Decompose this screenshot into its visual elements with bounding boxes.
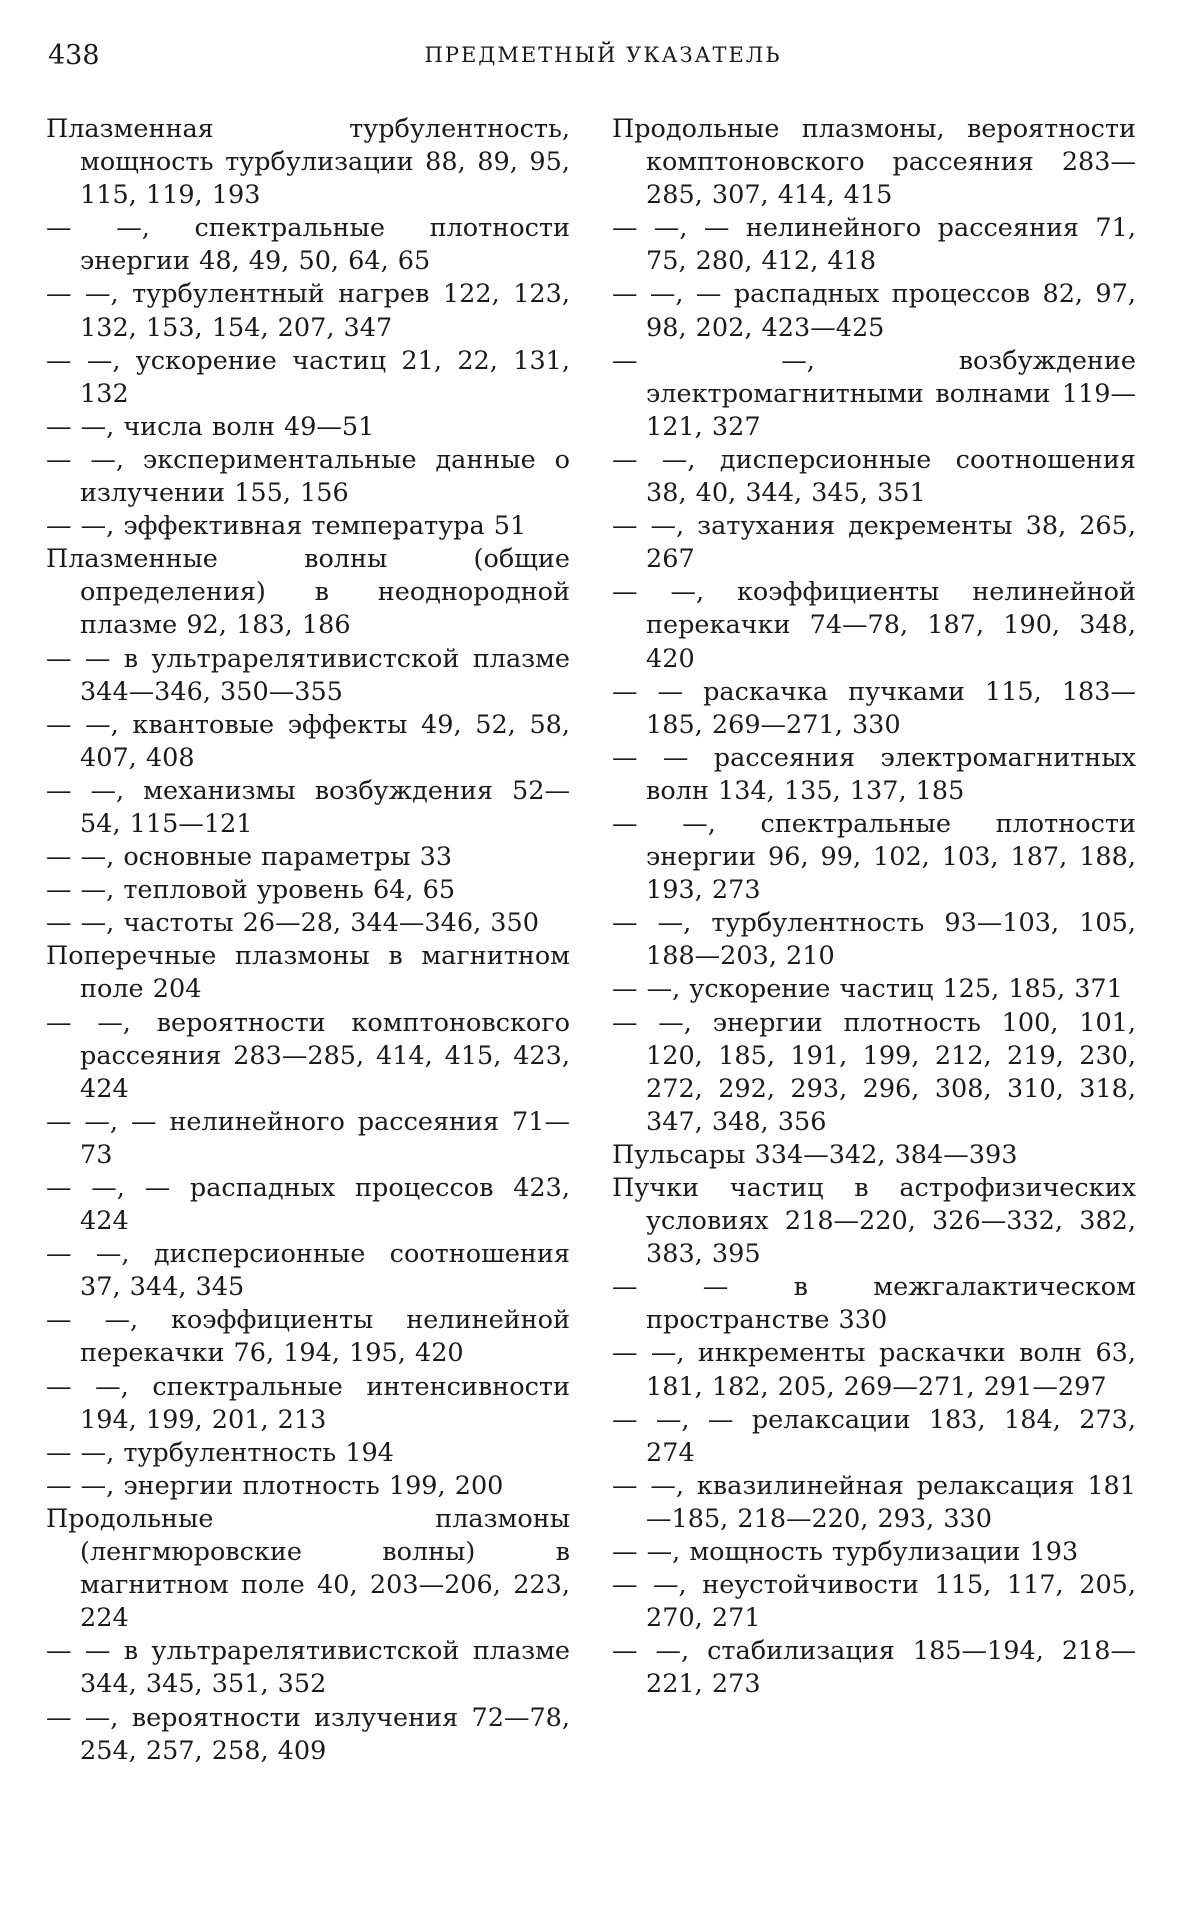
index-entry: — —, ускорение частиц 125, 185, 371 (612, 974, 1123, 1005)
index-entry: — — в ультрарелятивистской плазме 344, 345, 351, 352 (46, 1636, 570, 1700)
index-entry: — —, основные параметры 33 (46, 842, 453, 873)
index-entry: — —, коэффициенты нелинейной перекачки 74—78, 187, 190, 348, 420 (612, 577, 1136, 674)
index-entry: — —, возбуждение электромагнитными волнами 119—121, 327 (612, 345, 1136, 442)
index-entry: — — раскачка пучками 115, 183—185, 269—271, 330 (612, 676, 1136, 740)
index-entry: — —, квазилинейная релаксация 181—185, 218—220, 293, 330 (612, 1470, 1136, 1534)
page-number: 438 (48, 40, 100, 71)
index-entry: — —, — распадных процессов 82, 97, 98, 202, 423—425 (612, 279, 1136, 343)
index-entry: — —, ускорение частиц 21, 22, 131, 132 (46, 345, 570, 409)
index-entry: — —, стабилизация 185—194, 218—221, 273 (612, 1636, 1136, 1700)
index-entry: — — рассеяния электромагнитных волн 134, 135, 137, 185 (612, 742, 1136, 806)
running-title: ПРЕДМЕТНЫЙ УКАЗАТЕЛЬ (424, 43, 782, 67)
index-entry: — —, неустойчивости 115, 117, 205, 270, 271 (612, 1570, 1136, 1634)
index-entry: — —, мощность турбулизации 193 (612, 1537, 1079, 1568)
index-entry: — —, эффективная температура 51 (46, 511, 527, 542)
index-entry: — —, — нелинейного рассеяния 71—73 (46, 1106, 570, 1170)
index-entry: — —, числа волн 49—51 (46, 411, 375, 442)
index-entry: — —, квантовые эффекты 49, 52, 58, 407, 408 (46, 709, 570, 773)
index-column-left (46, 113, 570, 1768)
index-entry: — — в межгалактическом пространстве 330 (612, 1272, 1136, 1336)
index-entry: Поперечные плазмоны в магнитном поле 204 (46, 941, 570, 1005)
index-entry: — — в ультрарелятивистской плазме 344—346, 350—355 (46, 643, 570, 707)
index-entry: — —, спектральные интенсивности 194, 199, 201, 213 (46, 1371, 570, 1435)
index-entry: — —, турбулентный нагрев 122, 123, 132, 153, 154, 207, 347 (46, 279, 570, 343)
index-entry: — —, инкременты раскачки волн 63, 181, 182, 205, 269—271, 291—297 (612, 1338, 1136, 1402)
index-entry: — —, спектральные плотности энергии 96, 99, 102, 103, 187, 188, 193, 273 (612, 808, 1136, 906)
index-entry: Продольные плазмоны (ленгмюровские волны) в магнитном поле 40, 203—206, 223, 224 (46, 1503, 570, 1634)
index-entry: — —, экспериментальные данные о излучении 155, 156 (46, 444, 570, 509)
index-entry: Продольные плазмоны, вероятности комптоновского рассеяния 283—285, 307, 414, 415 (612, 114, 1136, 211)
index-entry: — —, — релаксации 183, 184, 273, 274 (612, 1404, 1136, 1468)
index-entry: — —, вероятности излучения 72—78, 254, 257, 258, 409 (46, 1702, 570, 1766)
index-entry: — —, частоты 26—28, 344—346, 350 (46, 908, 539, 939)
index-entry: — —, вероятности комптоновского рассеяния 283—285, 414, 415, 423, 424 (46, 1007, 570, 1104)
index-entry: Плазменные волны (общие определения) в неоднородной плазме 92, 183, 186 (46, 544, 570, 641)
index-entry: — —, спектральные плотности энергии 48, 49, 50, 64, 65 (46, 213, 570, 277)
index-entry: Пучки частиц в астрофизических условиях 218—220, 326—332, 382, 383, 395 (612, 1173, 1136, 1270)
index-entry: — —, механизмы возбуждения 52—54, 115—121 (46, 775, 570, 839)
index-entry: — —, энергии плотность 199, 200 (46, 1470, 504, 1501)
index-entry: — —, тепловой уровень 64, 65 (46, 875, 456, 906)
page-header (48, 40, 1158, 80)
index-entry: — —, турбулентность 194 (46, 1437, 394, 1468)
index-entry: Плазменная турбулентность, мощность турбулизации 88, 89, 95, 115, 119, 193 (46, 114, 570, 211)
index-entry: — —, — распадных процессов 423, 424 (46, 1173, 570, 1237)
index-entry: — —, — нелинейного рассеяния 71, 75, 280, 412, 418 (612, 213, 1136, 277)
index-entry: — —, энергии плотность 100, 101, 120, 185, 191, 199, 212, 219, 230, 272, 292, 293, 296, 308, 310, 318, 347, 348, 356 (612, 1007, 1136, 1137)
index-entry: — —, коэффициенты нелинейной перекачки 76, 194, 195, 420 (46, 1305, 570, 1369)
index-entry: Пульсары 334—342, 384—393 (612, 1139, 1018, 1170)
index-entry: — —, дисперсионные соотношения 38, 40, 344, 345, 351 (612, 444, 1136, 509)
index-entry: — —, турбулентность 93—103, 105, 188—203, 210 (612, 908, 1136, 972)
index-entry: — —, затухания декременты 38, 265, 267 (612, 511, 1136, 575)
index-entry: — —, дисперсионные соотношения 37, 344, 345 (46, 1239, 570, 1303)
index-column-right (612, 113, 1136, 1702)
